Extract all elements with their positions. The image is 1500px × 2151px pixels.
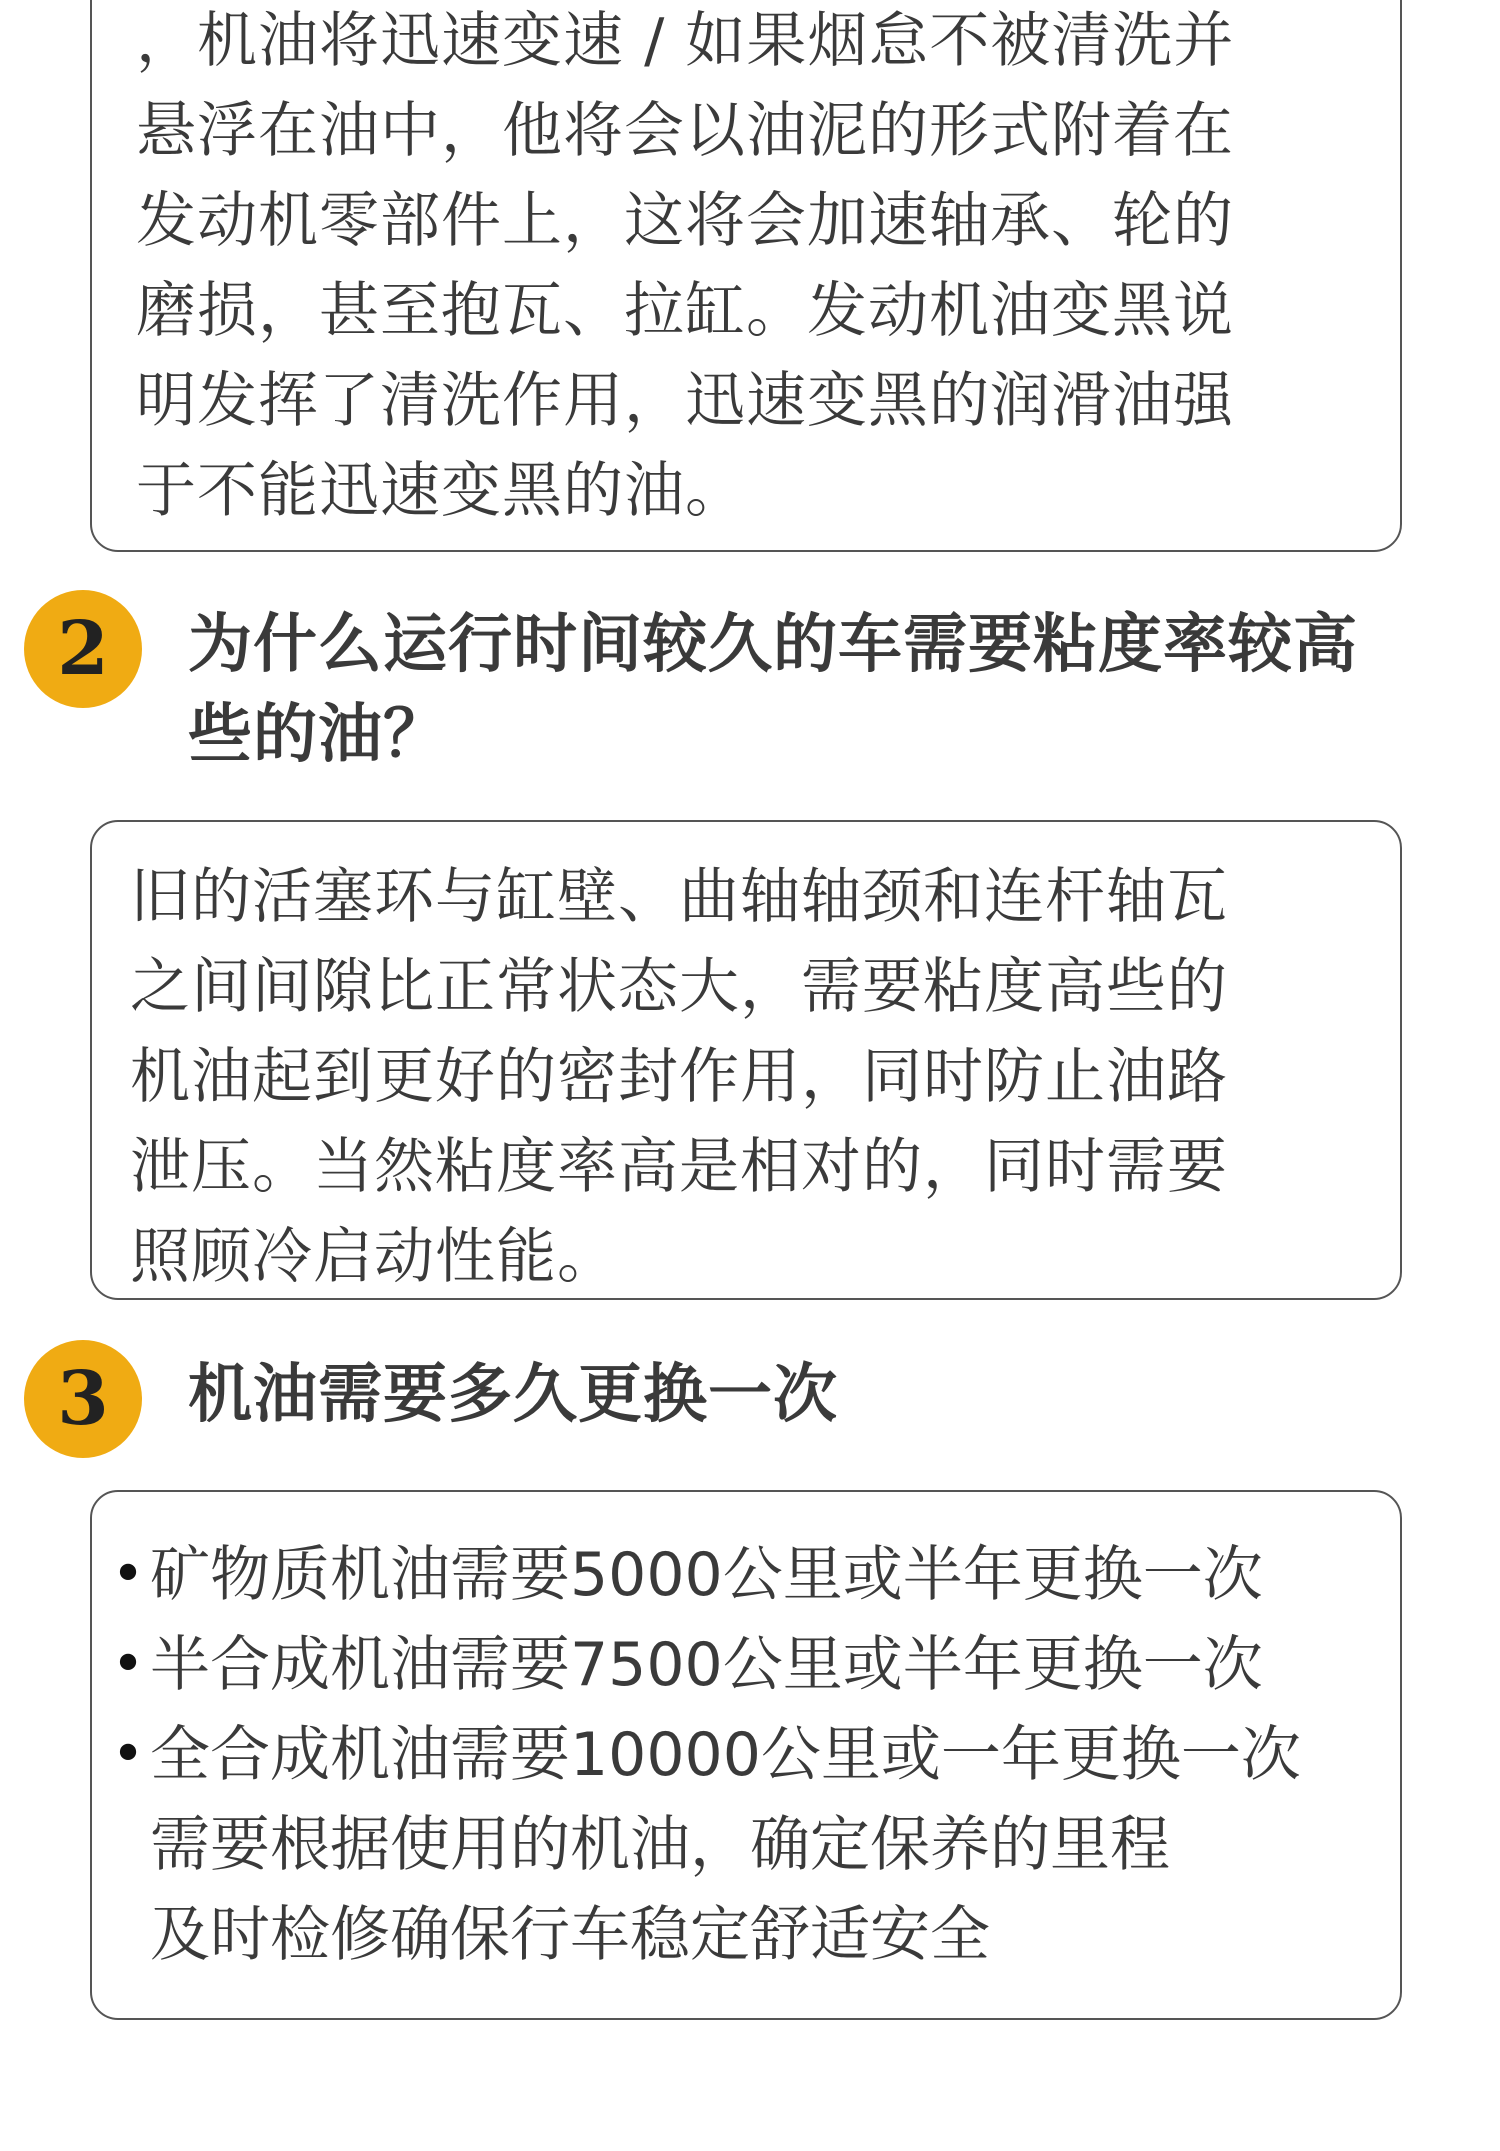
answer-line: 照顾冷启动性能。 xyxy=(130,1222,618,1292)
answer-text-2 xyxy=(130,852,1228,1302)
list-item xyxy=(106,1710,1301,1800)
note-line: 需要根据使用的机油，确定保养的里程 xyxy=(150,1810,1170,1880)
list-item-text: 全合成机油需要10000公里或一年更换一次 xyxy=(150,1720,1301,1790)
answer-line: 磨损，甚至抱瓦、拉缸。发动机油变黑说 xyxy=(136,276,1234,346)
list-item xyxy=(106,1620,1301,1710)
number-badge-2: 2 xyxy=(24,590,142,708)
answer-line: 之间间隙比正常状态大，需要粘度高些的 xyxy=(130,952,1228,1022)
note-line: 及时检修确保行车稳定舒适安全 xyxy=(150,1900,990,1970)
question-line: 些的油？ xyxy=(188,698,448,772)
bullet-icon: • xyxy=(111,1632,145,1697)
question-line: 为什么运行时间较久的车需要粘度率较高 xyxy=(188,608,1358,682)
oil-change-list xyxy=(106,1530,1301,1980)
bullet-icon: • xyxy=(111,1722,145,1787)
question-title-3: 机油需要多久更换一次 xyxy=(188,1358,838,1432)
answer-box-3 xyxy=(90,1490,1402,2020)
list-item-text: 矿物质机油需要5000公里或半年更换一次 xyxy=(150,1540,1263,1610)
answer-line: 机油起到更好的密封作用，同时防止油路 xyxy=(130,1042,1228,1112)
number-badge-3: 3 xyxy=(24,1340,142,1458)
question-title-2 xyxy=(188,600,1358,780)
answer-line: 旧的活塞环与缸壁、曲轴轴颈和连杆轴瓦 xyxy=(130,862,1228,932)
bullet-icon: • xyxy=(111,1542,145,1607)
list-item-text: 半合成机油需要7500公里或半年更换一次 xyxy=(150,1630,1263,1700)
answer-line: 明发挥了清洗作用，迅速变黑的润滑油强 xyxy=(136,366,1234,436)
answer-box-1 xyxy=(90,0,1402,552)
answer-line: ，机油将迅速变速 / 如果烟怠不被清洗并 xyxy=(136,6,1235,76)
answer-box-2 xyxy=(90,820,1402,1300)
answer-line: 于不能迅速变黑的油。 xyxy=(136,456,746,526)
answer-text-1 xyxy=(136,0,1234,536)
list-item xyxy=(106,1530,1301,1620)
answer-line: 泄压。当然粘度率高是相对的，同时需要 xyxy=(130,1132,1228,1202)
answer-line: 悬浮在油中，他将会以油泥的形式附着在 xyxy=(136,96,1234,166)
answer-line: 发动机零部件上，这将会加速轴承、轮的 xyxy=(136,186,1234,256)
